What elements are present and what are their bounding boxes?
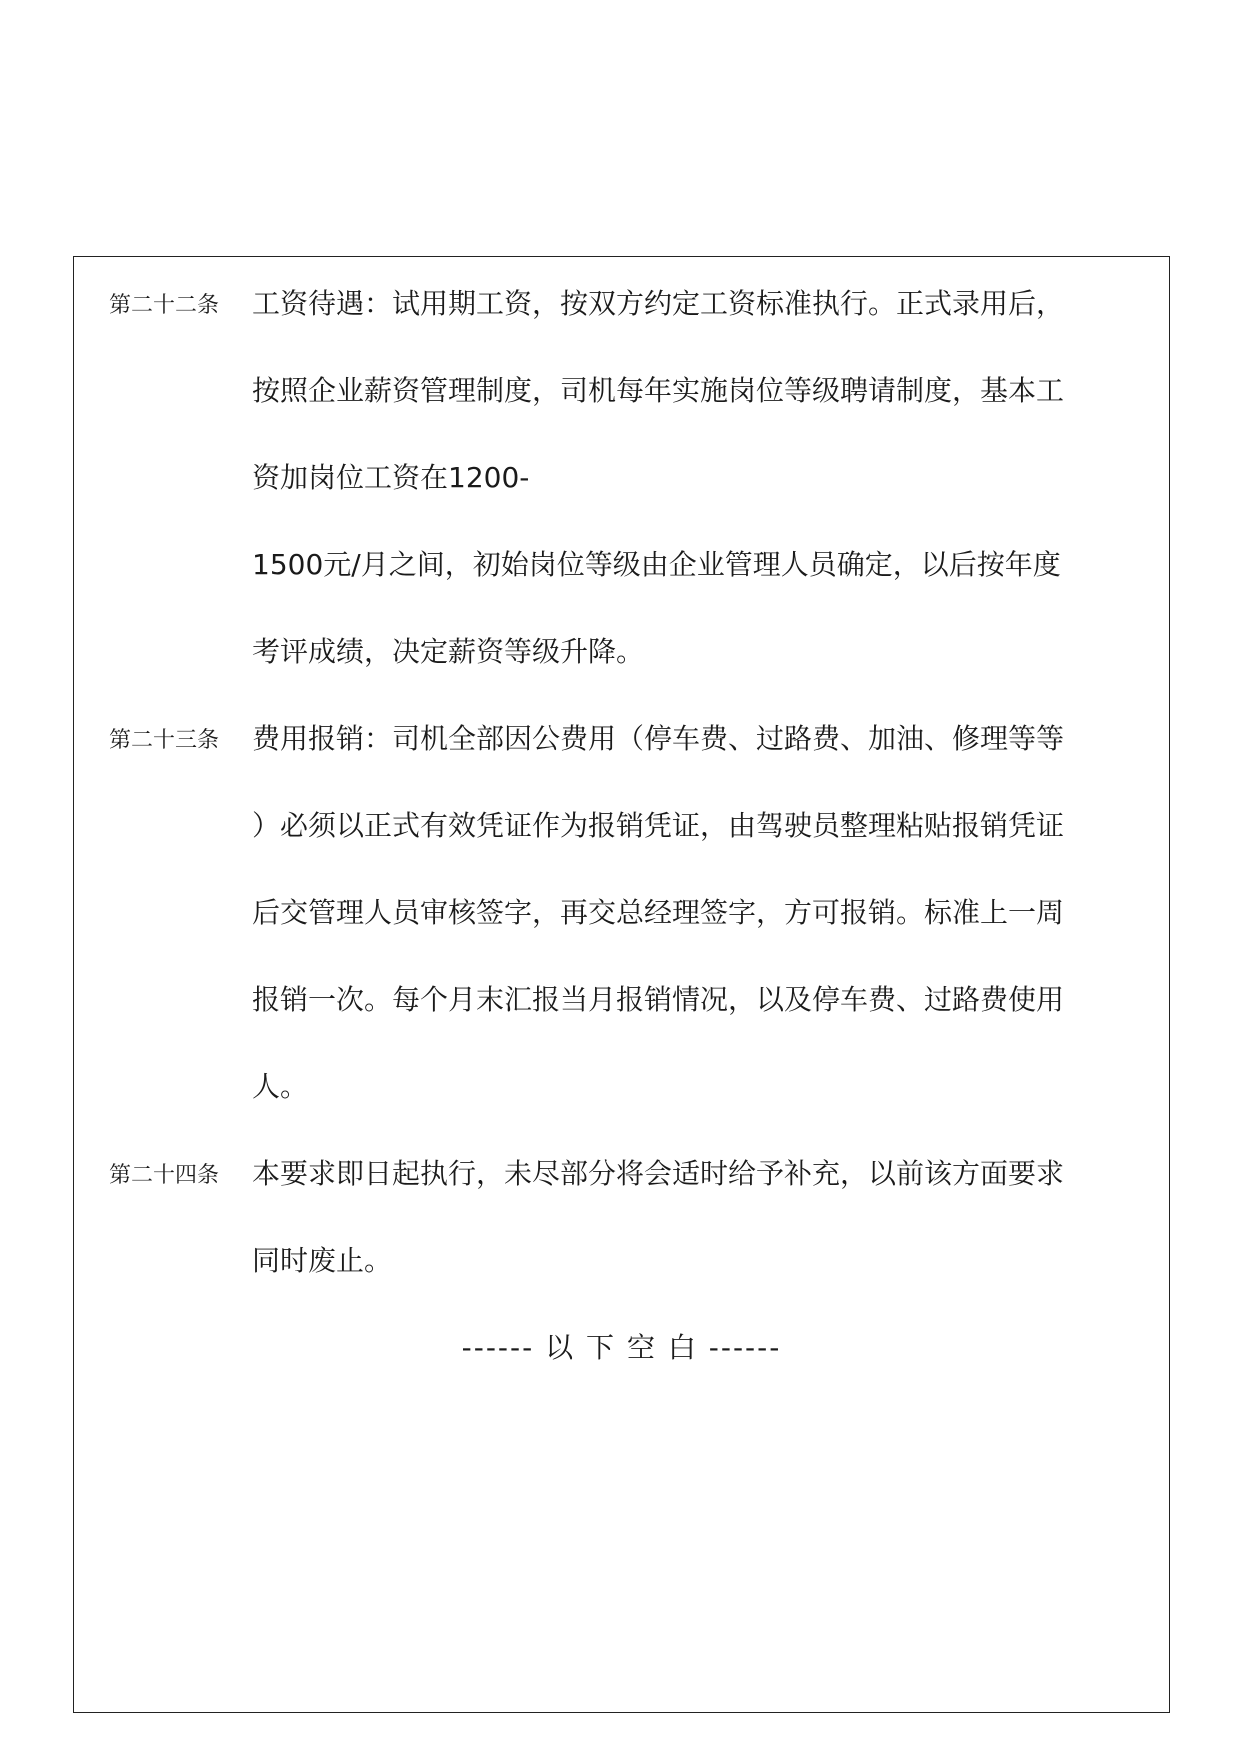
article-text-line: 考评成绩，决定薪资等级升降。 <box>252 635 645 668</box>
article-text-line: 报销一次。每个月末汇报当月报销情况，以及停车费、过路费使用 <box>252 983 1065 1016</box>
document-frame <box>73 256 1170 1713</box>
article-text-line: 按照企业薪资管理制度，司机每年实施岗位等级聘请制度，基本工 <box>252 374 1065 407</box>
article-text-line: 同时废止。 <box>252 1244 393 1277</box>
article-text-line: 资加岗位工资在1200- <box>252 461 530 494</box>
article-text-line: ）必须以正式有效凭证作为报销凭证，由驾驶员整理粘贴报销凭证 <box>252 809 1065 842</box>
article-label: 第二十四条 <box>109 1163 220 1188</box>
article-text-line: 费用报销：司机全部因公费用（停车费、过路费、加油、修理等等 <box>252 722 1065 755</box>
article-text-line: 人。 <box>252 1070 309 1103</box>
article-label: 第二十二条 <box>109 293 220 318</box>
article-text-line: 后交管理人员审核签字，再交总经理签字，方可报销。标准上一周 <box>252 896 1065 929</box>
article-text-line: 工资待遇：试用期工资，按双方约定工资标准执行。正式录用后， <box>252 287 1065 320</box>
end-of-content-mark: ------ 以 下 空 白 ------ <box>461 1331 782 1364</box>
article-label: 第二十三条 <box>109 728 220 753</box>
article-text-line: 本要求即日起执行，未尽部分将会适时给予补充，以前该方面要求 <box>252 1157 1065 1190</box>
article-text-line: 1500元/月之间，初始岗位等级由企业管理人员确定，以后按年度 <box>252 548 1061 581</box>
